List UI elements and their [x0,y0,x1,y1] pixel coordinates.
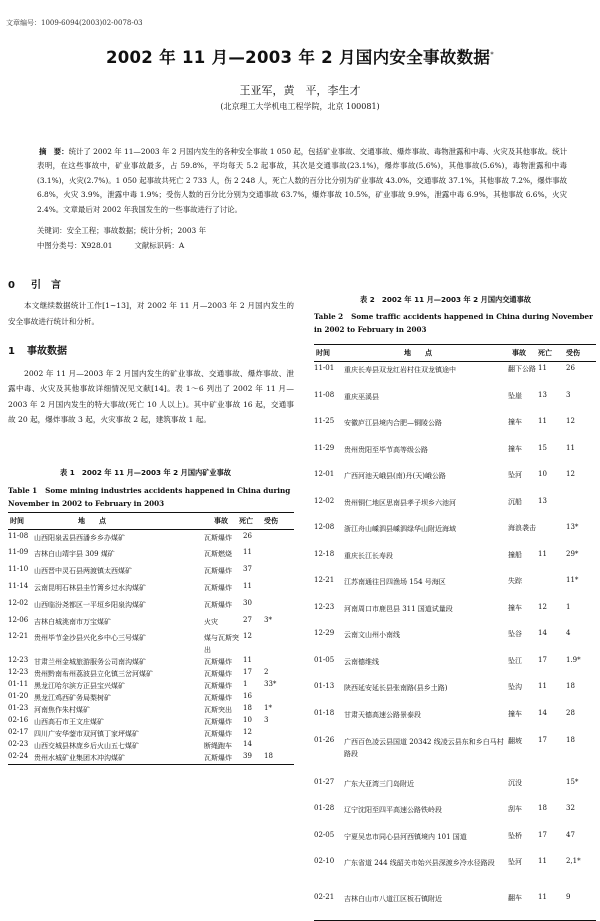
table1-row [8,704,294,716]
cell-date: 02-24 [8,752,29,760]
cell-location: 宁夏吴忠市同心县河西镇境内 101 国道 [344,833,467,841]
cell-type: 火灾 [204,618,218,626]
cell-dead: 13 [538,497,547,505]
cell-type: 瓦斯突出 [204,706,232,714]
cell-dead: 15 [538,444,547,452]
table2-caption-en [314,310,594,336]
table2-caption-zh: 表 2 2002 年 11 月—2003 年 2 月国内交通事故 [360,295,531,304]
authors: 王亚军，黄 平，李生才 [239,84,361,97]
cell-dead: 1 [243,680,248,688]
cell-date: 01-23 [8,704,29,712]
cell-location: 广东大亚湾三门岛附近 [344,780,414,788]
cell-injured: 2,1* [566,857,581,865]
cell-date: 12-29 [314,629,335,637]
cell-date: 12-02 [314,497,335,505]
affiliation: (北京理工大学机电工程学院，北京 100081) [220,102,380,111]
cell-location: 山西交城县林庞乡后火山五七煤矿 [34,742,139,750]
cell-location: 黑龙江哈尔滨方正县宝兴煤矿 [34,682,125,690]
table1-row [8,728,294,740]
cell-dead: 13 [538,391,547,399]
cell-location: 贵州铜仁地区思南县孝子坝乡六池河 [344,499,456,507]
cell-date: 12-23 [8,656,29,664]
cell-dead: 30 [243,599,252,607]
table2-row [314,523,596,550]
cell-date: 12-21 [8,632,29,640]
cell-location: 重庆巫溪县 [344,393,379,401]
table1-header-dead: 死亡 [239,516,253,525]
cell-type: 煤与瓦斯突出 [204,634,239,654]
cell-type: 刮车 [508,805,522,813]
cell-dead: 17 [538,736,547,744]
cell-location: 吉林白城洮南市万宝煤矿 [34,618,111,626]
cell-location: 重庆长江长寿段 [344,552,393,560]
table2-row [314,831,596,857]
table2-row [314,629,596,656]
cell-date: 11-01 [314,364,335,372]
cell-location: 辽宁沈阳至四平高速公路铁岭段 [344,806,442,814]
cell-injured: 1 [566,603,571,611]
table1-row [8,752,294,764]
table2-row [314,470,596,497]
cell-type: 瓦斯爆炸 [204,694,232,702]
cell-injured: 11 [566,444,575,452]
table1-row [8,716,294,728]
table1-header-date: 时间 [10,516,24,525]
cell-type: 瓦斯爆炸 [204,754,232,762]
cell-type: 瓦斯爆炸 [204,601,232,609]
cell-type: 坠沟 [508,683,522,691]
cell-date: 01-28 [314,804,335,812]
cell-date: 02-16 [8,716,29,724]
cell-dead: 17 [243,668,252,676]
cell-type: 瓦斯爆炸 [204,658,232,666]
table2-header-dead: 死亡 [538,348,552,357]
cell-location: 河南焦作朱村煤矿 [34,706,90,714]
title-footnote-mark: * [490,50,495,59]
table2-row [314,497,596,523]
cell-location: 河南周口市鹿邑县 311 国道试量段 [344,605,453,613]
cell-date: 12-23 [8,668,29,676]
cell-date: 12-18 [314,550,335,558]
cell-dead: 11 [538,857,547,865]
cell-type: 瓦斯爆炸 [204,584,232,592]
table2-row [314,804,596,831]
table2-header-injured: 受伤 [566,348,580,357]
abstract-label: 摘 要： [39,147,69,156]
table1-header-rule [8,529,294,530]
paper-title [0,44,600,68]
cell-location: 云南文山州小南线 [344,631,400,639]
table2-label: Table 2 [314,312,344,321]
cell-type: 失踪 [508,577,522,585]
keywords-label: 关键词： [37,226,67,235]
cell-location: 广西百色凌云县国道 20342 线凌云县东和乡白马村路段 [344,738,504,758]
cell-type: 瓦斯爆炸 [204,682,232,690]
section-number: 1 [8,346,15,357]
cell-dead: 17 [538,831,547,839]
cell-dead: 26 [243,532,252,540]
table1-row [8,565,294,582]
table1-header-location: 地 点 [78,516,106,525]
cell-type: 瓦斯爆炸 [204,730,232,738]
table2-header-location: 地 点 [404,348,432,357]
cell-date: 12-23 [314,603,335,611]
cell-date: 11-09 [8,548,29,556]
table1-label: Table 1 [8,486,38,495]
table2-top-rule [314,344,596,345]
table1-row [8,599,294,616]
table1-header-row [8,516,294,528]
cell-dead: 11 [243,582,252,590]
cell-type: 坠崖 [508,392,522,400]
cell-dead: 11 [538,682,547,690]
cell-location: 陕西延安延长县张南路(县乡土路) [344,684,448,692]
cell-date: 02-05 [314,831,335,839]
cell-date: 01-26 [314,736,335,744]
cell-dead: 10 [538,470,547,478]
cell-injured: 28 [566,709,575,717]
cell-type: 坠谷 [508,630,522,638]
cell-injured: 3 [566,391,571,399]
table1-row [8,668,294,680]
table1-header-injured: 受伤 [264,516,278,525]
table1-bottom-rule [8,764,294,765]
cell-dead: 14 [538,629,547,637]
cell-injured: 9 [566,893,571,901]
cell-type: 翻车 [508,894,522,902]
table2-row [314,364,596,391]
table1-caption-text: Some mining industries accidents happened in China during November in 2002 to February in 2003 [8,486,291,508]
table1-row [8,632,294,656]
table2-row [314,656,596,682]
cell-dead: 17 [538,656,547,664]
cell-injured: 32 [566,804,575,812]
cell-injured: 3* [264,616,272,624]
cell-dead: 14 [243,740,252,748]
table2-row [314,391,596,417]
cell-type: 海浪袭击 [508,524,536,532]
table1-row [8,616,294,632]
cell-date: 11-29 [314,444,335,452]
cell-type: 沉没 [508,779,522,787]
cell-type: 瓦斯燃烧 [204,550,232,558]
cell-location: 浙江舟山嵊泗县嵊泗绿华山附近海域 [344,525,456,533]
cell-location: 四川广安华蓥市双河镇丁家坪煤矿 [34,730,139,738]
cell-date: 11-08 [8,532,29,540]
cell-date: 11-14 [8,582,29,590]
cell-type: 瓦斯爆炸 [204,718,232,726]
abstract [37,145,567,217]
table1-row [8,656,294,668]
cell-date: 12-02 [8,599,29,607]
cell-type: 坠桥 [508,832,522,840]
cell-dead: 11 [538,893,547,901]
cell-injured: 1* [264,704,272,712]
table1-row [8,680,294,692]
cell-location: 山西晋中灵石县两渡镇太西煤矿 [34,567,132,575]
table2-row [314,417,596,444]
cell-date: 01-18 [314,709,335,717]
cell-date: 02-17 [8,728,29,736]
cell-injured: 2 [264,668,269,676]
table1-row [8,740,294,752]
cell-injured: 18 [566,736,575,744]
cell-type: 瓦斯爆炸 [204,567,232,575]
cell-date: 01-27 [314,778,335,786]
cell-date: 11-10 [8,565,29,573]
paper-title-text: 2002 年 11 月—2003 年 2 月国内安全事故数据 [105,48,491,67]
cell-location: 吉林白山靖宇县 309 煤矿 [34,550,115,558]
cell-dead: 12 [538,603,547,611]
cell-location: 江苏南通往吕四渔场 154 号海区 [344,578,446,586]
cell-injured: 12 [566,470,575,478]
cell-date: 01-13 [314,682,335,690]
table2-header-type: 事故 [512,348,526,357]
cell-injured: 33* [264,680,277,688]
cell-injured: 29* [566,550,579,558]
table2-row [314,682,596,709]
cell-type: 沉船 [508,498,522,506]
cell-dead: 14 [538,709,547,717]
cell-date: 02-23 [8,740,29,748]
cell-dead: 18 [538,804,547,812]
cell-dead: 12 [243,632,252,640]
cell-type: 瓦斯爆炸 [204,670,232,678]
table2-header-rule [314,361,596,362]
article-number: 文章编号：1009-6094(2003)02-0078-03 [6,19,143,27]
cell-date: 02-21 [314,893,335,901]
section-title: 事故数据 [26,346,67,357]
table2-caption-text: Some traffic accidents happened in China during November in 2002 to February in 2003 [314,312,593,334]
keywords-text: 安全工程；事故数据；统计分析；2003 年 [66,226,206,235]
table2-row [314,857,596,893]
table2-row [314,736,596,778]
table2-header-row [314,348,596,360]
cell-type: 翻坡 [508,737,522,745]
table1-header-type: 事故 [214,516,228,525]
cell-injured: 12 [566,417,575,425]
cell-location: 山西临汾尧都区一平垣乡阳泉沟煤矿 [34,601,146,609]
cell-injured: 15* [566,778,579,786]
cell-type: 撞车 [508,710,522,718]
cell-location: 贵州黔南布州荔波县立化镇三岔河煤矿 [34,670,153,678]
cell-date: 12-01 [314,470,335,478]
classification [37,240,206,251]
cell-location: 广东省道 244 线韶关市始兴县深渡乡冷水径路段 [344,859,495,867]
cell-type: 断绳跑车 [204,742,232,750]
cell-injured: 3 [264,716,269,724]
cell-type: 坠江 [508,657,522,665]
section-number: 0 [8,280,15,291]
table1-row [8,532,294,548]
clc-number: 中图分类号：X928.01 [37,241,113,250]
table1-top-rule [8,512,294,513]
table2-row [314,778,596,804]
cell-type: 撞车 [508,418,522,426]
cell-location: 黑龙江鸡西矿务局梨树矿 [34,694,111,702]
table1-row [8,582,294,599]
cell-location: 山西阳泉盂县西潘乡乡办煤矿 [34,534,125,542]
section-heading-data [8,342,67,357]
section-title: 引 言 [30,280,61,291]
table2-row [314,550,596,576]
cell-dead: 11 [538,550,547,558]
cell-injured: 13* [566,523,579,531]
cell-injured: 47 [566,831,575,839]
table2-row [314,444,596,470]
cell-type: 撞车 [508,445,522,453]
cell-injured: 11* [566,576,579,584]
cell-dead: 11 [243,656,252,664]
cell-type: 撞车 [508,604,522,612]
cell-type: 瓦斯爆炸 [204,534,232,542]
cell-date: 01-05 [314,656,335,664]
data-paragraph: 2002 年 11 月—2003 年 2 月国内发生的矿业事故、交通事故、爆炸事故、泄露中毒、火灾及其他事故详细情况见文献[14]。表 1～6 列出了 2002 年 11 月—2003 年 2 月国内发生的特大事故(死亡 10 人以上)。其中矿业事故 16 起，交通事故 20 起，爆炸事故 3 起，火灾事故 2 起，建筑事故 1 起。 [8,369,294,425]
cell-date: 12-21 [314,576,335,584]
cell-injured: 4 [566,629,571,637]
cell-location: 吉林白山市八道江区板石镇附近 [344,895,442,903]
cell-date: 11-08 [314,391,335,399]
cell-location: 甘肃兰州金城旅游服务公司南沟煤矿 [34,658,146,666]
cell-date: 01-20 [8,692,29,700]
cell-injured: 18 [566,682,575,690]
cell-dead: 27 [243,616,252,624]
cell-dead: 16 [243,692,252,700]
cell-dead: 11 [243,548,252,556]
cell-date: 12-06 [8,616,29,624]
cell-injured: 1.9* [566,656,581,664]
cell-location: 重庆长寿县双龙红岩村住双龙镇途中 [344,366,456,374]
table1-caption-zh: 表 1 2002 年 11 月—2003 年 2 月国内矿业事故 [60,468,231,477]
cell-type: 翻下公路 [508,365,536,373]
cell-type: 坠河 [508,471,522,479]
cell-type: 撞船 [508,551,522,559]
document-code: 文献标识码：A [134,241,185,250]
keywords [37,225,206,236]
cell-location: 贵州水城矿业集团木冲沟煤矿 [34,754,125,762]
cell-location: 广西河池天峨县(南)丹(天)峨公路 [344,472,446,480]
cell-location: 贵州贵阳至毕节高等级公路 [344,446,428,454]
cell-dead: 39 [243,752,252,760]
cell-dead: 12 [243,728,252,736]
cell-location: 贵州毕节金沙县兴化乡中心三号煤矿 [34,634,146,642]
cell-type: 坠河 [508,858,522,866]
abstract-text: 统计了 2002 年 11—2003 年 2 月国内发生的各种安全事故 1 050 起，包括矿业事故、交通事故、爆炸事故、毒物泄露和中毒、火灾及其他事故。统计表明，在这些事故中，矿业事故最多，占 59.8%，平均每天 5.2 起事故，其次是交通事故(23.1%)，爆炸事故(5.6%)，其他事故(5.6%)，毒物泄露和中毒(3.1%)，火灾(2.7%)。1 050 起事故共死亡 2 733 人，伤 2 248 人，死亡人数的百分比分别为矿业事故 43.0%，交通事故 37.1%，其他事故 7.2%，爆炸事故 6.8%，火灾 3.9%，泄露中毒 1.9%；受伤人数的百分比分别为交通事故 63.7%，爆炸事故 10.5%，矿业事故 9.9%，泄露中毒 6.9%，其他事故 6.6%，火灾 2.4%。文章最后对 2002 年我国发生的一些事故进行了讨论。 [37,147,567,214]
section-heading-intro [8,276,61,291]
cell-location: 安徽庐江县境内合肥—铜陵公路 [344,419,442,427]
table2-row [314,576,596,603]
intro-paragraph: 本文继续数据统计工作[1~13]，对 2002 年 11 月—2003 年 2 月国内发生的安全事故进行统计和分析。 [8,301,294,326]
table1-row [8,548,294,565]
table1-caption-en [8,484,294,510]
cell-location: 云南德维线 [344,658,379,666]
table2-header-date: 时间 [316,348,330,357]
cell-location: 云南昆明石林县圭竹箐乡过水沟煤矿 [34,584,146,592]
cell-dead: 11 [538,364,547,372]
cell-date: 02-10 [314,857,335,865]
cell-dead: 18 [243,704,252,712]
cell-location: 甘肃天德高速公路景泰段 [344,711,421,719]
table1-row [8,692,294,704]
cell-location: 山西高石市王文庄煤矿 [34,718,104,726]
cell-date: 11-25 [314,417,335,425]
cell-injured: 26 [566,364,575,372]
cell-dead: 37 [243,565,252,573]
table2-row [314,709,596,736]
table2-row [314,603,596,629]
table2-row [314,893,596,920]
cell-date: 12-08 [314,523,335,531]
cell-dead: 10 [243,716,252,724]
cell-dead: 11 [538,417,547,425]
cell-date: 01-11 [8,680,29,688]
cell-injured: 18 [264,752,273,760]
